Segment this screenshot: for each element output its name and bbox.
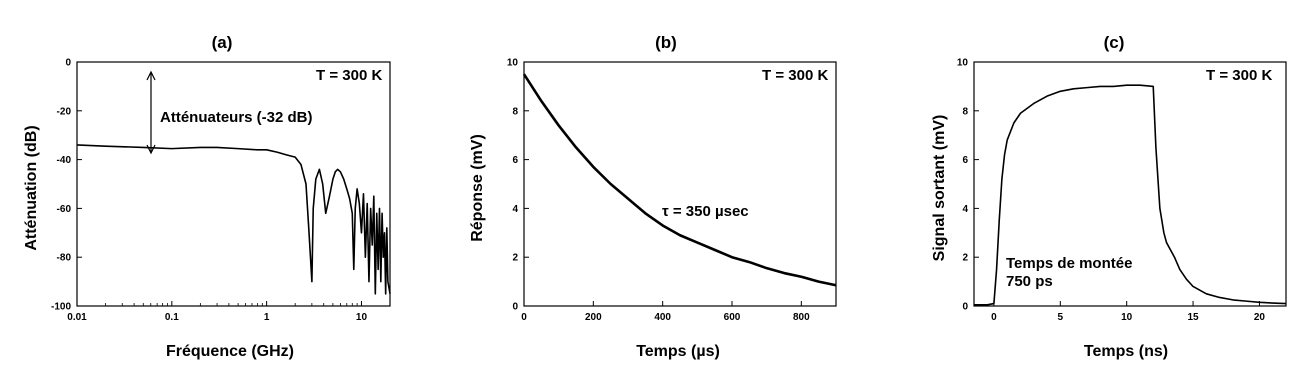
panel-a-frame [77,62,390,306]
panel-b-ytick-label: 4 [512,203,518,215]
panel-c-xtick-label: 10 [1121,312,1133,323]
panel-a [23,33,390,360]
panel-b-ylabel: Réponse (mV) [469,134,486,242]
panel-b-series-line [524,74,836,285]
panel-c-xtick-label: 0 [991,312,997,323]
panel-a-ylabel: Atténuation (dB) [23,125,40,251]
panel-b-xtick-label: 400 [654,312,672,323]
panel-c-xtick-label: 20 [1253,312,1266,323]
panel-a-ytick-label: -40 [56,155,71,167]
panel-a-xlabel: Fréquence (GHz) [165,343,295,360]
panel-b-ytick-label: 6 [512,155,518,167]
panel-b-xtick-label: 200 [584,312,602,323]
panel-b-title: (b) [655,33,677,52]
panel-a-xtick-label: 10 [355,312,368,323]
panel-c [931,33,1286,360]
panel-c-ytick-label: 8 [962,106,968,118]
panel-c-ytick-label: 2 [962,252,968,264]
panel-c-xlabel: Temps (ns) [1083,343,1169,360]
panel-c-title: (c) [1103,33,1125,52]
panel-b-ytick-label: 8 [512,106,518,118]
panel-c-ytick-label: 10 [956,57,968,69]
panel-c-xtick-label: 5 [1057,312,1064,323]
panel-b-xlabel: Temps (µs) [636,343,720,360]
panel-a-xtick-label: 1 [263,312,270,323]
panel-b-xtick-label: 800 [792,312,810,323]
panel-b [469,33,836,360]
panel-b-temperature: T = 300 K [762,67,829,84]
panel-a-ytick-label: -60 [56,203,71,215]
panel-c-ytick-label: 4 [962,203,968,215]
panel-b-xtick-label: 600 [723,312,741,323]
panel-b-annotation: τ = 350 µsec [662,203,749,220]
panel-c-xtick-label: 15 [1187,312,1199,323]
panel-a-xtick-label: 0.1 [164,312,179,323]
panel-c-annotation-line-2: 750 ps [1006,273,1053,290]
panel-a-ytick-label: 0 [65,57,71,69]
panel-c-temperature: T = 300 K [1206,67,1273,84]
panel-a-ytick-label: -100 [50,301,71,313]
panel-c-ytick-label: 0 [962,301,968,313]
panel-b-ytick-label: 10 [506,57,518,69]
panel-b-xtick-label: 0 [521,312,527,323]
panel-b-ytick-label: 2 [512,252,518,264]
panel-c-ylabel: Signal sortant (mV) [931,114,948,262]
panel-a-xtick-label: 0.01 [67,312,87,323]
panel-a-ytick-label: -20 [56,106,71,118]
panel-a-title: (a) [211,33,233,52]
panel-c-ytick-label: 6 [962,155,968,167]
panel-b-ytick-label: 0 [512,301,518,313]
panel-a-series-line [77,145,390,294]
panel-a-temperature: T = 300 K [316,67,383,84]
panel-a-ytick-label: -80 [56,252,71,264]
panel-c-annotation-line-1: Temps de montée [1006,255,1133,272]
panel-a-annotation: Atténuateurs (-32 dB) [160,109,313,126]
panel-b-frame [524,62,836,306]
